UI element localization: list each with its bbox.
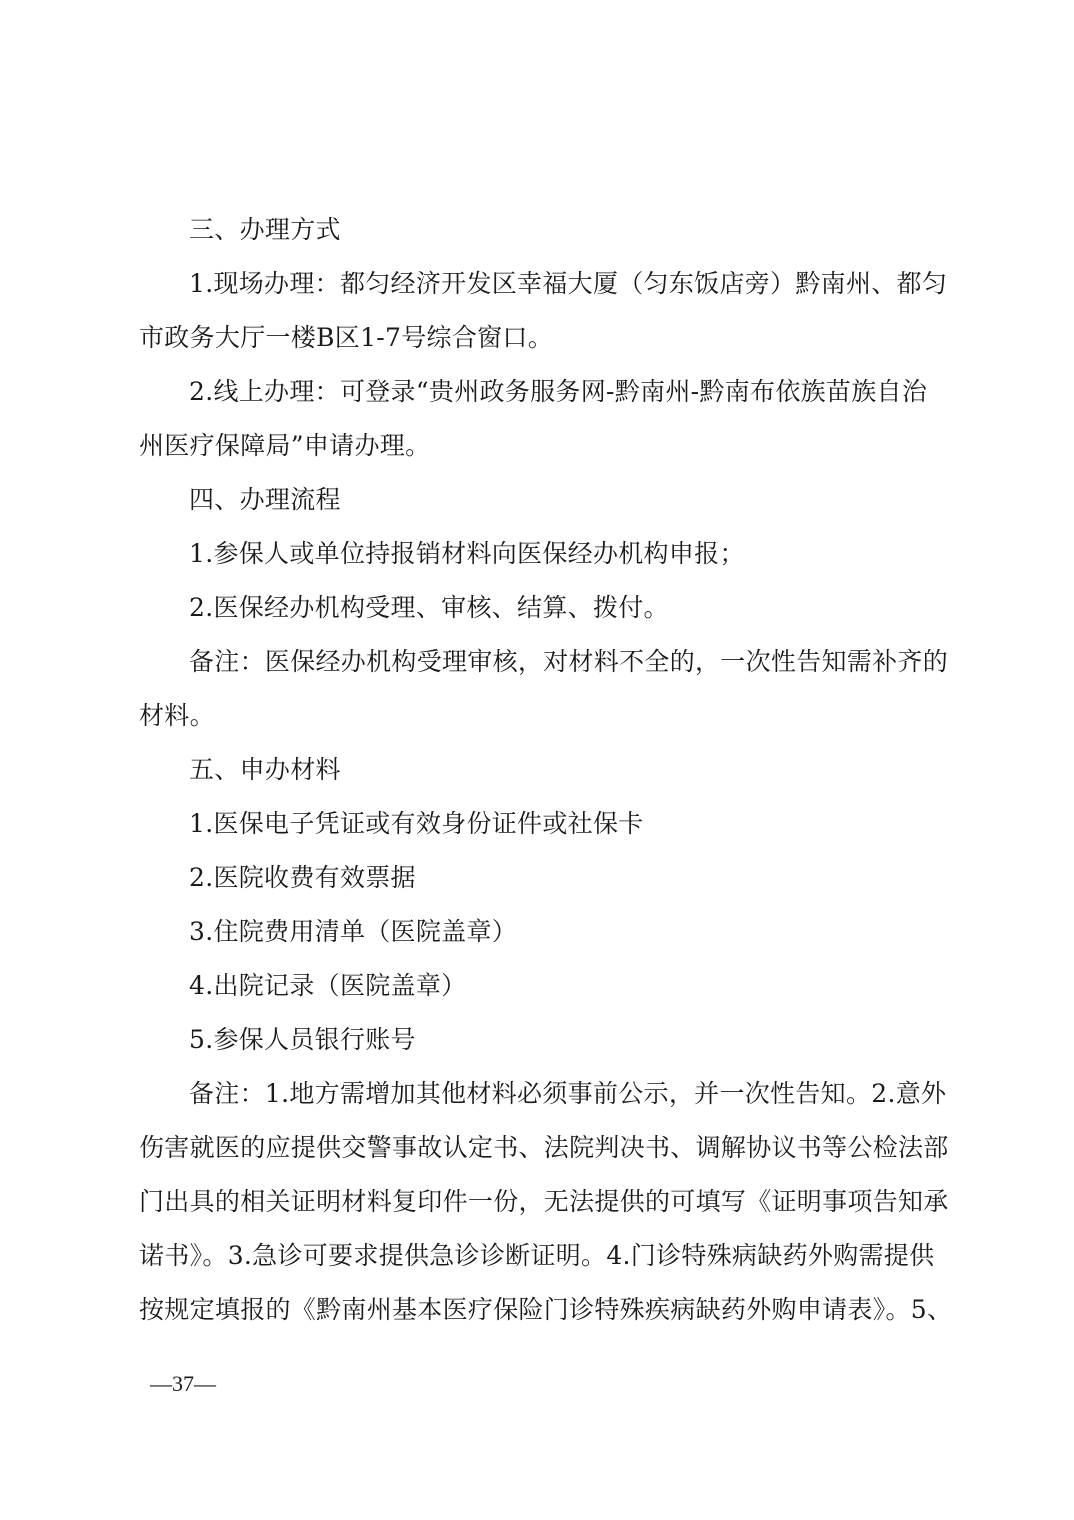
material-item: 4.出院记录（医院盖章）	[189, 971, 467, 1000]
materials-note-line: 按规定填报的《黔南州基本医疗保险门诊特殊疾病缺药外购申请表》。5、	[139, 1295, 953, 1324]
material-item: 2.医院收费有效票据	[189, 863, 416, 892]
section-heading-handling-method: 三、办理方式	[189, 215, 341, 244]
section-heading-process: 四、办理流程	[189, 485, 341, 514]
paragraph-onsite-line-2: 市政务大厅一楼B区1-7号综合窗口。	[139, 323, 554, 352]
paragraph-online-line-1: 2.线上办理：可登录“贵州政务服务网-黔南州-黔南布依族苗族自治	[189, 377, 928, 406]
process-note-line-2: 材料。	[139, 701, 215, 730]
material-item: 1.医保电子凭证或有效身份证件或社保卡	[189, 809, 644, 838]
materials-note-line: 备注：1.地方需增加其他材料必须事前公示，并一次性告知。2.意外	[189, 1079, 947, 1108]
process-note-line-1: 备注：医保经办机构受理审核，对材料不全的，一次性告知需补齐的	[189, 647, 949, 676]
page-number: —37—	[150, 1371, 216, 1396]
materials-note-line: 伤害就医的应提供交警事故认定书、法院判决书、调解协议书等公检法部	[139, 1133, 949, 1162]
paragraph-online-line-2: 州医疗保障局”申请办理。	[139, 431, 431, 460]
paragraph-onsite-line-1: 1.现场办理：都匀经济开发区幸福大厦（匀东饭店旁）黔南州、都匀	[189, 269, 948, 298]
material-item: 3.住院费用清单（医院盖章）	[189, 917, 518, 946]
document-body	[139, 203, 953, 1337]
materials-note-line: 门出具的相关证明材料复印件一份，无法提供的可填写《证明事项告知承	[139, 1187, 949, 1216]
material-item: 5.参保人员银行账号	[189, 1025, 416, 1054]
section-heading-materials: 五、申办材料	[189, 755, 341, 784]
materials-note-line: 诺书》。3.急诊可要求提供急诊诊断证明。4.门诊特殊病缺药外购需提供	[139, 1241, 935, 1270]
process-step-2: 2.医保经办机构受理、审核、结算、拨付。	[189, 593, 669, 622]
process-step-1: 1.参保人或单位持报销材料向医保经办机构申报；	[189, 539, 745, 568]
